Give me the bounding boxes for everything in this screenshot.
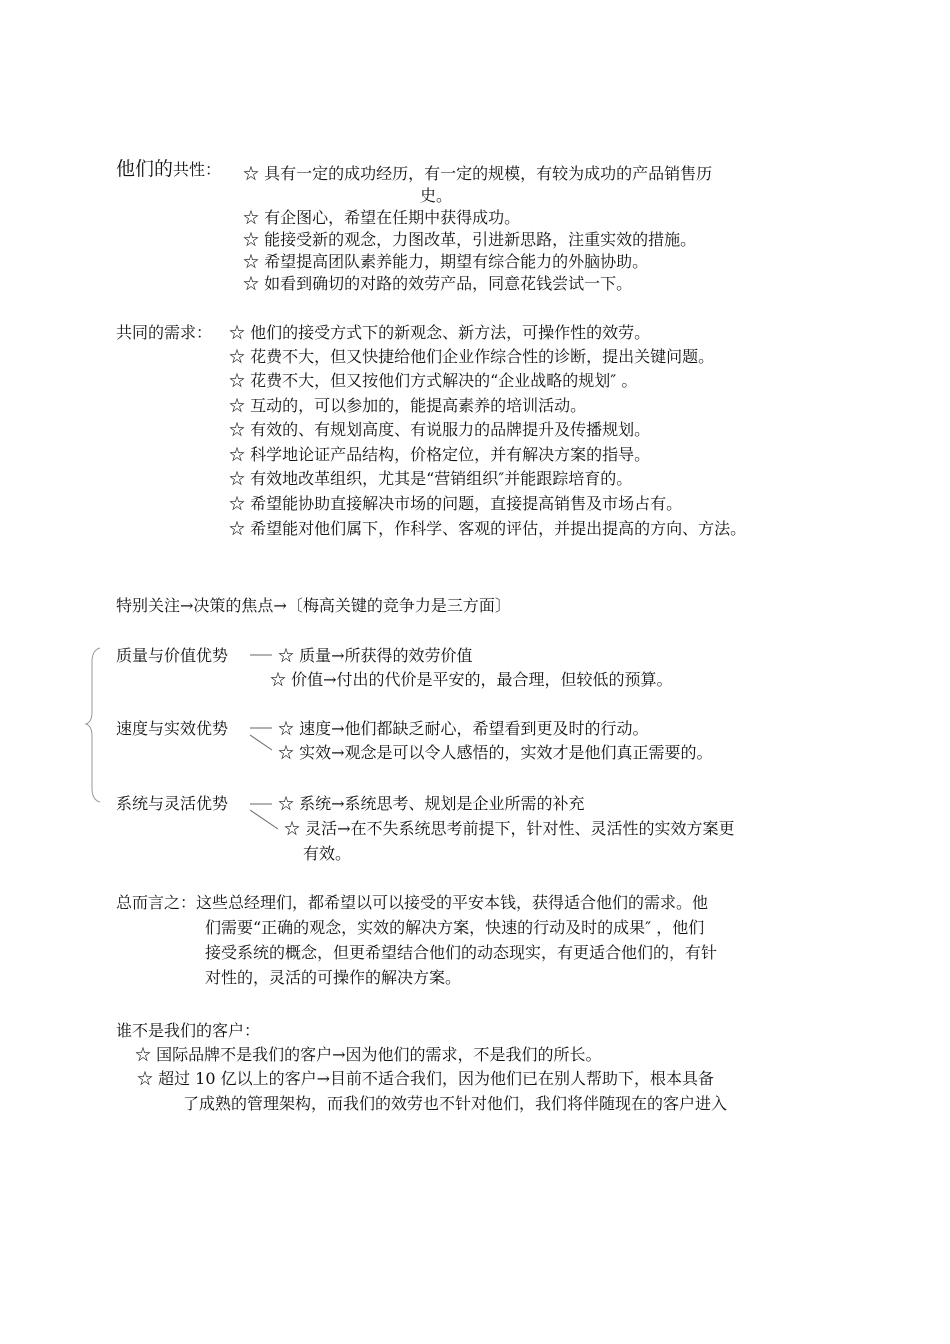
commonality-item: ☆ 希望提高团队素养能力，期望有综合能力的外脑协助。: [243, 252, 649, 271]
needs-item: ☆ 有效的、有规划高度、有说服力的品牌提升及传播规划。: [229, 420, 651, 439]
focus-group-line: ☆ 速度→他们都缺乏耐心，希望看到更及时的行动。: [278, 719, 649, 738]
non-clients-heading: 谁不是我们的客户：: [116, 1021, 261, 1040]
needs-item: ☆ 希望能对他们属下，作科学、客观的评估，并提出提高的方向、方法。: [229, 519, 747, 538]
needs-item: ☆ 花费不大，但又快捷给他们企业作综合性的诊断，提出关键问题。: [229, 347, 715, 366]
focus-heading: 特别关注→决策的焦点→〔梅高关键的竞争力是三方面〕: [116, 596, 511, 615]
summary-line: 总而言之：这些总经理们，都希望以可以接受的平安本钱，获得适合他们的需求。他: [116, 893, 709, 912]
needs-item: ☆ 他们的接受方式下的新观念、新方法，可操作性的效劳。: [229, 323, 651, 342]
non-clients-line: ☆ 超过 10 亿以上的客户→目前不适合我们，因为他们已在别人帮助下，根本具备: [137, 1069, 715, 1088]
commonality-label-rest: 共性：: [173, 160, 222, 179]
focus-group-label: 系统与灵活优势: [116, 794, 229, 813]
focus-group-line: ☆ 实效→观念是可以令人感悟的，实效才是他们真正需要的。: [278, 743, 713, 762]
focus-group-line: ☆ 灵活→在不失系统思考前提下，针对性、灵活性的实效方案更: [284, 819, 735, 838]
commonality-item: ☆ 能接受新的观念，力图改革，引进新思路，注重实效的措施。: [243, 230, 697, 249]
left-brace: [86, 648, 100, 802]
summary-line: 接受系统的概念，但更希望结合他们的动态现实，有更适合他们的，有针: [205, 943, 718, 962]
non-clients-line: 了成熟的管理架构，而我们的效劳也不针对他们，我们将伴随现在的客户进入: [183, 1094, 728, 1113]
focus-group-label: 速度与实效优势: [116, 719, 229, 738]
needs-item: ☆ 科学地论证产品结构，价格定位，并有解决方案的指导。: [229, 445, 651, 464]
needs-item: ☆ 有效地改革组织，尤其是“营销组织″并能跟踪培育的。: [229, 469, 633, 488]
focus-group-line: ☆ 价值→付出的代价是平安的，最合理，但较低的预算。: [270, 670, 673, 689]
summary-line: 们需要“正确的观念，实效的解决方案，快速的行动及时的成果″ ，他们: [205, 918, 705, 937]
focus-group-line: 有效。: [303, 844, 352, 863]
connector-line: [250, 735, 272, 750]
connector-line: [250, 810, 278, 829]
needs-item: ☆ 希望能协助直接解决市场的问题，直接提高销售及市场占有。: [229, 494, 683, 513]
needs-label: 共同的需求：: [116, 323, 213, 342]
commonality-item: ☆ 如看到确切的对路的效劳产品，同意花钱尝试一下。: [243, 274, 633, 293]
focus-group-line: ☆ 质量→所获得的效劳价值: [278, 646, 473, 665]
commonality-item: ☆ 有企图心，希望在任期中获得成功。: [243, 208, 521, 227]
focus-group-line: ☆ 系统→系统思考、规划是企业所需的补充: [278, 794, 585, 813]
summary-line: 对性的，灵活的可操作的解决方案。: [205, 968, 462, 987]
needs-item: ☆ 花费不大，但又按他们方式解决的“企业战略的规划″ 。: [229, 371, 638, 390]
needs-item: ☆ 互动的，可以参加的，能提高素养的培训活动。: [229, 396, 587, 415]
commonality-item: ☆ 具有一定的成功经历，有一定的规模，有较为成功的产品销售历: [243, 164, 713, 183]
commonality-label-big: 他们的: [116, 158, 174, 180]
commonality-item: 史。: [420, 186, 453, 205]
focus-group-label: 质量与价值优势: [116, 646, 229, 665]
non-clients-line: ☆ 国际品牌不是我们的客户→因为他们的需求，不是我们的所长。: [135, 1045, 602, 1064]
